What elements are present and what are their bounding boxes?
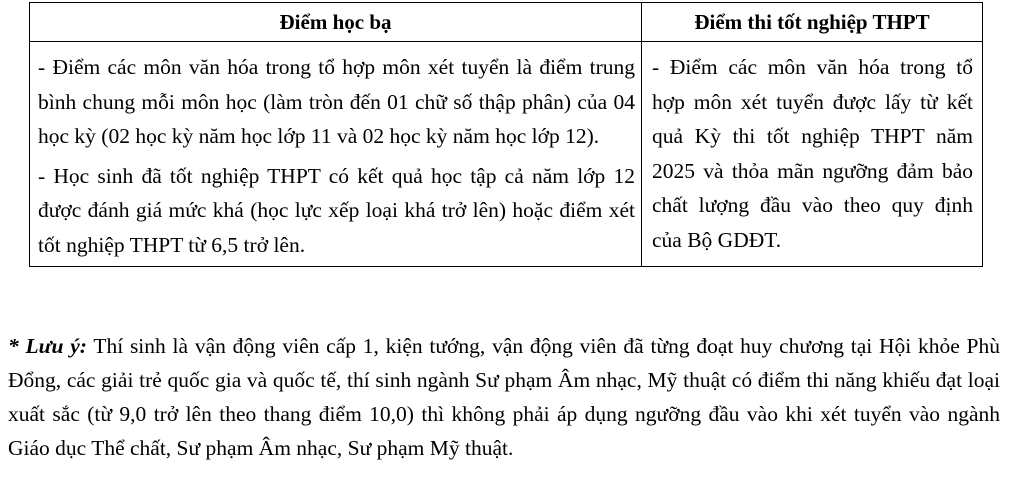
table-header-row (30, 3, 983, 42)
admission-criteria-table (29, 2, 983, 267)
note-text: Thí sinh là vận động viên cấp 1, kiện tướng, vận động viên đã từng đoạt huy chương tại Hội khỏe Phù Đổng, các giải trẻ quốc gia và quốc tế, thí sinh ngành Sư phạm Âm nhạc, Mỹ thuật có điểm thi năng khiếu đạt loại xuất sắc (từ 9,0 trở lên theo thang điểm 10,0) thì không phải áp dụng ngưỡng đầu vào khi xét tuyển vào ngành Giáo dục Thể chất, Sư phạm Âm nhạc, Sư phạm Mỹ thuật. (8, 333, 1000, 460)
hoc-ba-paragraph-1: - Điểm các môn văn hóa trong tổ hợp môn xét tuyển là điểm trung bình chung mỗi môn học (làm tròn đến 01 chữ số thập phân) của 04 học kỳ (02 học kỳ năm học lớp 11 và 02 học kỳ năm học lớp 12). (38, 55, 635, 148)
note-label: * Lưu ý: (8, 333, 87, 358)
cell-hoc-ba (30, 42, 642, 267)
thi-tot-nghiep-paragraph: - Điểm các môn văn hóa trong tổ hợp môn xét tuyển được lấy từ kết quả Kỳ thi tốt nghiệp THPT năm 2025 và thỏa mãn ngưỡng đảm bảo chất lượng đầu vào theo quy định của Bộ GDĐT. (652, 55, 973, 252)
header-thi-tot-nghiep: Điểm thi tốt nghiệp THPT (642, 3, 983, 42)
header-hoc-ba: Điểm học bạ (30, 3, 642, 42)
note-paragraph (8, 329, 1000, 465)
hoc-ba-paragraph-2: - Học sinh đã tốt nghiệp THPT có kết quả học tập cả năm lớp 12 được đánh giá mức khá (học lực xếp loại khá trở lên) hoặc điểm xét tốt nghiệp THPT từ 6,5 trở lên. (38, 163, 635, 257)
cell-thi-tot-nghiep (642, 42, 983, 267)
table-row (30, 42, 983, 267)
